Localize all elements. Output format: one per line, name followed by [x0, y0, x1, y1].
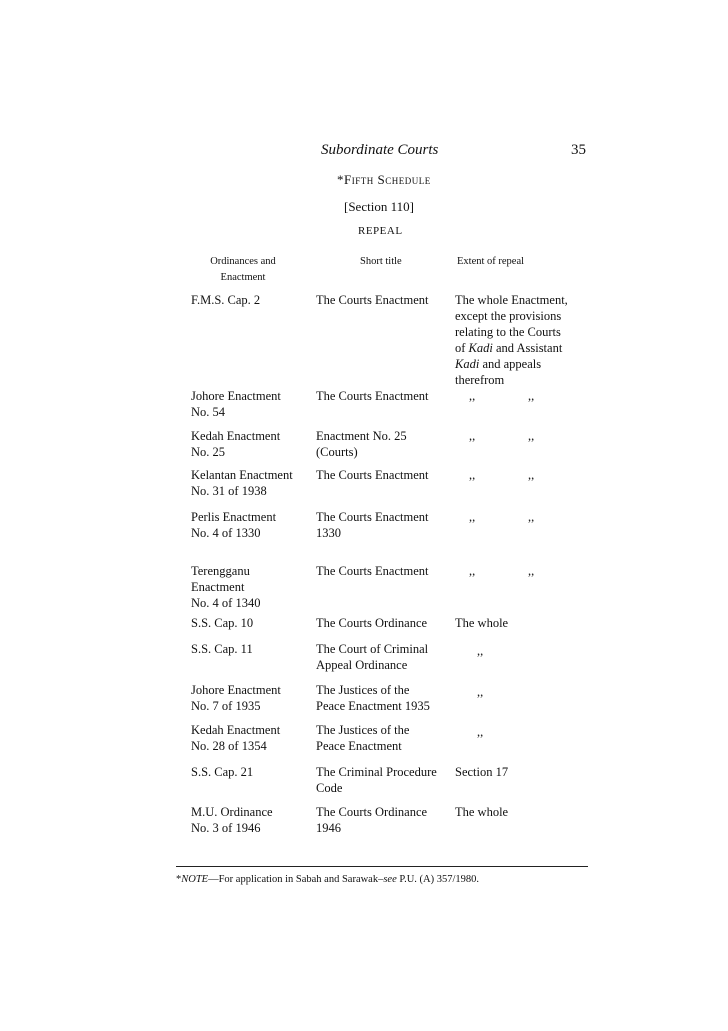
schedule-title-text: *Fifth Schedule	[337, 172, 431, 187]
short-title-cell: The Justices of the	[316, 723, 410, 737]
ordinance-cell: No. 25	[191, 445, 226, 459]
extent-cell: The whole	[455, 616, 509, 630]
ordinance-cell: Kelantan Enactment	[191, 468, 293, 482]
ordinance-cell: Johore Enactment	[191, 683, 281, 697]
column-header-extent: Extent of repeal	[457, 256, 525, 267]
ordinance-cell: Perlis Enactment	[191, 510, 277, 524]
ditto-mark: ,,	[469, 564, 476, 578]
ordinance-cell: S.S. Cap. 11	[191, 642, 253, 656]
ditto-mark: ,,	[469, 389, 476, 403]
ordinance-cell: Johore Enactment	[191, 389, 281, 403]
ordinance-cell: Kedah Enactment	[191, 723, 281, 737]
footnote	[176, 874, 479, 885]
short-title-cell: The Courts Enactment	[316, 510, 429, 524]
short-title-cell: Enactment No. 25	[316, 429, 407, 443]
short-title-cell: The Courts Enactment	[316, 468, 429, 482]
ordinance-cell: Terengganu	[191, 564, 250, 578]
ditto-mark: ,,	[528, 468, 535, 482]
schedule-title	[337, 172, 431, 188]
ordinance-cell: No. 7 of 1935	[191, 699, 261, 713]
section-reference: [Section 110]	[344, 199, 414, 214]
extent-cell: Section 17	[455, 765, 509, 779]
short-title-cell: Peace Enactment	[316, 739, 402, 753]
short-title-cell: The Courts Ordinance	[316, 616, 428, 630]
ordinance-cell: No. 31 of 1938	[191, 484, 267, 498]
repeal-heading: REPEAL	[358, 225, 403, 237]
ordinance-cell: No. 28 of 1354	[191, 739, 267, 753]
footnote-reference: P.U. (A) 357/1980.	[396, 874, 480, 885]
short-title-cell: (Courts)	[316, 445, 358, 459]
footnote-note-label: NOTE	[181, 874, 209, 885]
short-title-cell: The Courts Enactment	[316, 564, 429, 578]
ditto-mark: ,,	[528, 510, 535, 524]
ordinance-cell: S.S. Cap. 10	[191, 616, 254, 630]
extent-cell: except the provisions	[455, 309, 562, 323]
ditto-mark: ,,	[528, 389, 535, 403]
ditto-mark: ,,	[477, 725, 484, 739]
ordinance-cell: No. 54	[191, 405, 226, 419]
short-title-cell: The Courts Enactment	[316, 293, 429, 307]
short-title-cell: Peace Enactment 1935	[316, 699, 430, 713]
footnote-divider	[176, 866, 588, 867]
ditto-mark: ,,	[528, 429, 535, 443]
extent-cell: The whole	[455, 805, 509, 819]
ordinance-cell: No. 3 of 1946	[191, 821, 261, 835]
ditto-mark: ,,	[477, 644, 484, 658]
short-title-cell: 1946	[316, 821, 341, 835]
extent-cell: Kadi and appeals	[455, 357, 542, 371]
ordinance-cell: Enactment	[191, 580, 245, 594]
short-title-cell: Appeal Ordinance	[316, 658, 408, 672]
ditto-mark: ,,	[477, 685, 484, 699]
short-title-cell: The Criminal Procedure	[316, 765, 437, 779]
ditto-mark: ,,	[469, 468, 476, 482]
column-header-short-title: Short title	[360, 256, 402, 267]
ordinance-cell: S.S. Cap. 21	[191, 765, 254, 779]
extent-cell: therefrom	[455, 373, 505, 387]
extent-cell: relating to the Courts	[455, 325, 561, 339]
page-number: 35	[571, 142, 586, 158]
column-header-ordinances: Ordinances and Enactment	[210, 256, 276, 283]
footnote-see: see	[383, 874, 397, 885]
ordinance-cell: M.U. Ordinance	[191, 805, 273, 819]
ditto-mark: ,,	[469, 510, 476, 524]
short-title-cell: Code	[316, 781, 343, 795]
short-title-cell: The Courts Enactment	[316, 389, 429, 403]
short-title-cell: The Courts Ordinance	[316, 805, 428, 819]
ditto-mark: ,,	[528, 564, 535, 578]
extent-cell: of Kadi and Assistant	[455, 341, 563, 355]
running-title: Subordinate Courts	[321, 142, 439, 158]
ordinance-cell: No. 4 of 1330	[191, 526, 261, 540]
short-title-cell: The Court of Criminal	[316, 642, 429, 656]
ordinance-cell: Kedah Enactment	[191, 429, 281, 443]
ditto-mark: ,,	[469, 429, 476, 443]
short-title-cell: The Justices of the	[316, 683, 410, 697]
ordinance-cell: F.M.S. Cap. 2	[191, 293, 261, 307]
ordinance-cell: No. 4 of 1340	[191, 596, 261, 610]
footnote-text: —For application in Sabah and Sarawak–	[208, 874, 384, 885]
footnote-marker: *	[176, 874, 182, 885]
short-title-cell: 1330	[316, 526, 341, 540]
extent-cell: The whole Enactment,	[455, 293, 568, 307]
